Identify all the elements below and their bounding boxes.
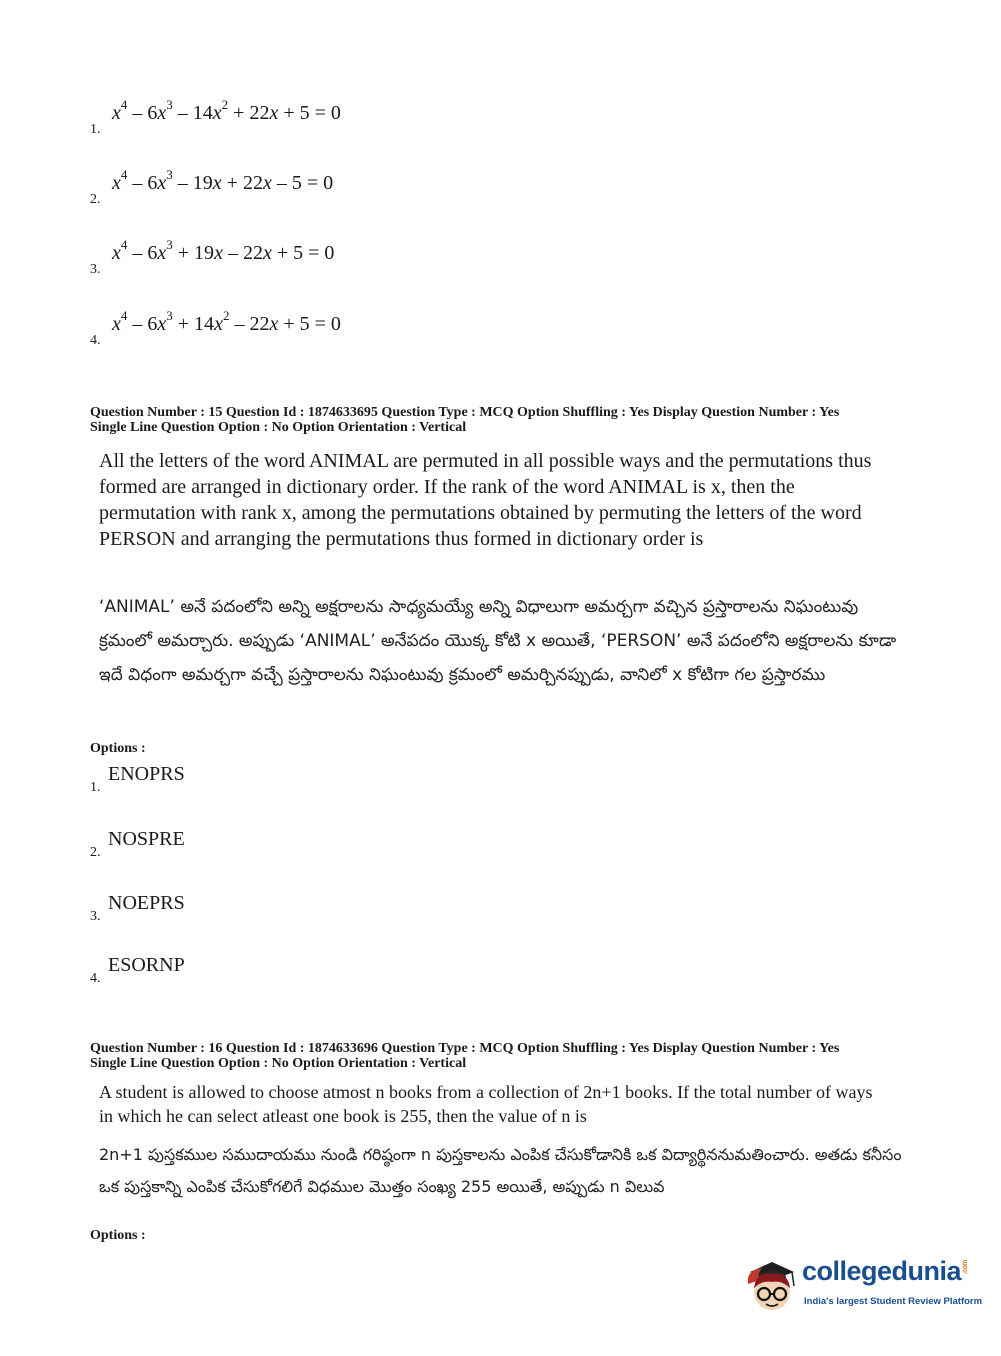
exponent: 3 <box>166 167 173 182</box>
option-number: 3. <box>90 909 101 924</box>
question-15-english-text: All the letters of the word ANIMAL are permuted in all possible ways and the permutations thus formed are arranged in dictionary order. If the rank of the word ANIMAL is x, then the permutation with rank x, among the permutations obtained by permuting the letters of the word PERSON and arranging the permutations thus formed in dictionary order is <box>99 450 872 550</box>
collegedunia-logo <box>742 1246 983 1316</box>
term: + 19 <box>172 242 215 264</box>
option-number: 1. <box>90 780 101 795</box>
term: – 6 <box>127 172 158 194</box>
variable: x <box>157 313 167 335</box>
exponent: 3 <box>166 308 173 323</box>
question-16-meta <box>90 1041 839 1071</box>
variable: x <box>214 242 223 264</box>
variable: x <box>157 242 167 264</box>
mascot-icon <box>742 1250 800 1316</box>
exponent: 2 <box>222 308 230 323</box>
option-equation <box>112 308 341 336</box>
term: + 5 = 0 <box>271 242 335 264</box>
option-text: NOSPRE <box>108 828 185 850</box>
variable: x <box>269 313 279 335</box>
term: + 14 <box>172 313 215 335</box>
question-16-meta-line1: Question Number : 16 Question Id : 1874633696 Question Type : MCQ Option Shuffling : Yes Display Question Number : Yes <box>90 1041 840 1056</box>
exponent: 4 <box>120 308 128 323</box>
variable: x <box>157 102 167 124</box>
exponent: 4 <box>120 237 128 252</box>
term: – 5 = 0 <box>271 172 334 194</box>
term: – 14 <box>172 102 213 124</box>
logo-tagline: India's largest Student Review Platform <box>804 1296 983 1307</box>
variable: x <box>269 102 279 124</box>
option-text: ESORNP <box>108 954 185 976</box>
question-16-meta-line2: Single Line Question Option : No Option Orientation : Vertical <box>90 1056 467 1071</box>
term: + 22 <box>221 172 263 194</box>
term: – 6 <box>127 242 158 264</box>
term: + 22 <box>228 102 270 124</box>
option-text: NOEPRS <box>108 892 185 914</box>
question-15-options-label: Options : <box>90 741 146 756</box>
question-15-telugu-text: ‘ANIMAL’ అనే పదంలోని అన్ని అక్షరాలను సాధ్యమయ్యే అన్ని విధాలుగా అమర్చగా వచ్చిన ప్రస్తారాలను నిఘంటువు క్రమంలో అమర్చారు. అప్పుడు ‘ANIMAL’ అనేపదం యొక్క కోటి x అయితే, ‘PERSON’ అనే పదంలోని అక్షరాలను కూడా ఇదే విధంగా అమర్చగా వచ్చే ప్రస్తారాలను నిఘంటువు క్రమంలో అమర్చినప్పుడు, వానిలో x కోటిగా గల ప్రస్తారము <box>99 597 897 685</box>
question-16-english-text: A student is allowed to choose atmost n books from a collection of 2n+1 books. If the total number of ways in which he can select atleast one book is 255, then the value of n is <box>99 1082 873 1126</box>
question-15-meta-line1: Question Number : 15 Question Id : 1874633695 Question Type : MCQ Option Shuffling : Yes Display Question Number : Yes <box>90 405 840 420</box>
term: – 22 <box>229 313 270 335</box>
logo-wordmark <box>802 1256 969 1287</box>
option-number: 4. <box>90 971 101 986</box>
exponent: 3 <box>166 237 173 252</box>
exponent: 4 <box>120 167 128 182</box>
option-number: 2. <box>90 845 101 860</box>
option-equation <box>112 167 334 195</box>
option-number: 4. <box>90 333 101 348</box>
variable: x <box>157 172 167 194</box>
variable: x <box>112 242 121 264</box>
term: + 5 = 0 <box>278 102 341 124</box>
term: + 5 = 0 <box>278 313 341 335</box>
variable: x <box>262 172 272 194</box>
term: – 22 <box>222 242 263 264</box>
exponent: 3 <box>166 97 173 112</box>
option-number: 3. <box>90 262 101 277</box>
term: – 6 <box>127 102 158 124</box>
option-number: 1. <box>90 122 101 137</box>
exponent: 4 <box>120 97 128 112</box>
question-15-meta <box>90 405 839 435</box>
option-text: ENOPRS <box>108 763 185 785</box>
variable: x <box>112 172 121 194</box>
question-16-telugu-text: 2n+1 పుస్తకముల సముదాయము నుండి గరిష్ఠంగా n పుస్తకాలను ఎంపిక చేసుకోడానికి ఒక విద్యార్థిననుమతించారు. అతడు కనీసం ఒక పుస్తకాన్ని ఎంపిక చేసుకోగలిగే విధముల మొత్తం సంఖ్య 255 అయితే, అప్పుడు n విలువ <box>99 1145 902 1196</box>
logo-com: .com <box>962 1259 970 1274</box>
exponent: 2 <box>221 97 229 112</box>
option-number: 2. <box>90 192 101 207</box>
term: – 6 <box>127 313 158 335</box>
question-15-meta-line2: Single Line Question Option : No Option Orientation : Vertical <box>90 420 467 435</box>
logo-name: collegedunia <box>802 1256 962 1286</box>
question-16-options-label: Options : <box>90 1228 146 1243</box>
variable: x <box>262 242 272 264</box>
variable: x <box>112 313 121 335</box>
variable: x <box>212 102 222 124</box>
variable: x <box>214 313 223 335</box>
option-equation <box>112 237 335 265</box>
variable: x <box>112 102 121 124</box>
term: – 19 <box>172 172 213 194</box>
variable: x <box>212 172 222 194</box>
option-equation <box>112 97 341 125</box>
